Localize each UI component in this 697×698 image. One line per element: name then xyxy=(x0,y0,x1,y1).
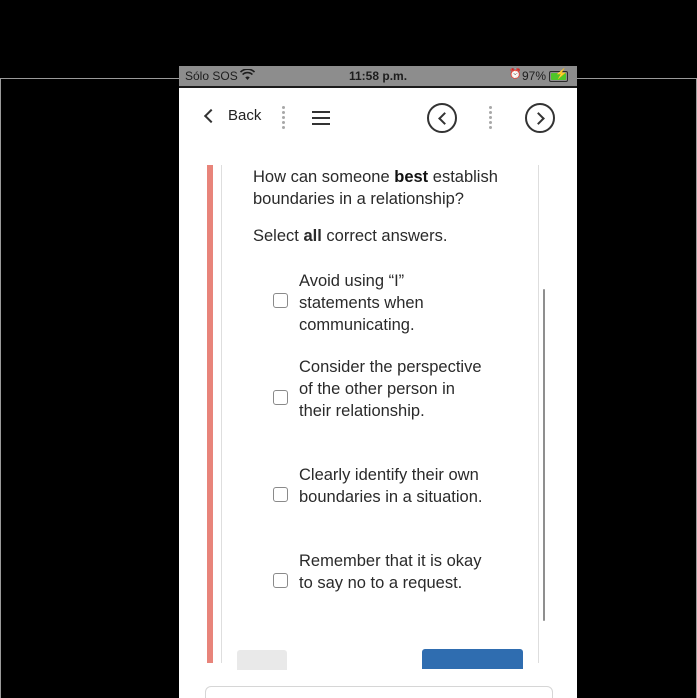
scrollbar[interactable] xyxy=(543,289,545,621)
answer-checkbox[interactable] xyxy=(273,573,288,588)
screen-frame-left xyxy=(0,78,1,698)
answer-option[interactable] xyxy=(273,356,482,444)
clock: 11:58 p.m. xyxy=(349,69,408,83)
instruction-text: Select all correct answers. xyxy=(253,227,448,245)
charging-bolt-icon: ⚡ xyxy=(555,69,568,80)
answer-label: Consider the perspective of the other person in their relationship. xyxy=(299,358,482,420)
answer-option[interactable] xyxy=(273,550,482,616)
answer-checkbox[interactable] xyxy=(273,293,288,308)
primary-button[interactable] xyxy=(422,649,523,669)
alarm-icon: ⏰ xyxy=(509,69,522,80)
answer-option[interactable] xyxy=(273,270,473,336)
battery-charging-icon xyxy=(549,71,568,82)
chevron-left-icon xyxy=(204,108,218,122)
bottom-panel xyxy=(205,686,553,698)
card-border xyxy=(538,165,539,663)
answer-label: Clearly identify their own boundaries in a situation. xyxy=(299,466,483,506)
back-label: Back xyxy=(228,107,262,124)
hamburger-menu-icon[interactable] xyxy=(312,111,330,129)
carrier-label: Sólo SOS xyxy=(185,69,238,83)
next-question-button[interactable] xyxy=(525,103,555,133)
answer-checkbox[interactable] xyxy=(273,487,288,502)
vertical-divider-dots xyxy=(489,104,493,131)
question-text: How can someone best establish boundaries in a relationship? xyxy=(253,168,498,208)
answer-checkbox[interactable] xyxy=(273,390,288,405)
secondary-button[interactable] xyxy=(237,650,287,670)
answer-label: Remember that it is okay to say no to a request. xyxy=(299,552,482,592)
answer-option[interactable] xyxy=(273,464,483,530)
answer-label: Avoid using “I” statements when communicating. xyxy=(299,272,424,334)
vertical-divider-dots xyxy=(282,104,286,131)
circle-chevron-right-icon xyxy=(532,112,545,125)
question-panel xyxy=(179,146,577,698)
previous-question-button[interactable] xyxy=(427,103,457,133)
card-border xyxy=(221,165,222,663)
wifi-icon xyxy=(240,69,255,84)
top-toolbar xyxy=(179,88,577,146)
battery-percent: 97% xyxy=(522,69,547,83)
status-bar xyxy=(179,66,577,86)
phone-screen xyxy=(179,66,577,698)
circle-chevron-left-icon xyxy=(438,112,451,125)
back-button[interactable] xyxy=(203,107,261,124)
card-accent-bar xyxy=(207,165,213,663)
